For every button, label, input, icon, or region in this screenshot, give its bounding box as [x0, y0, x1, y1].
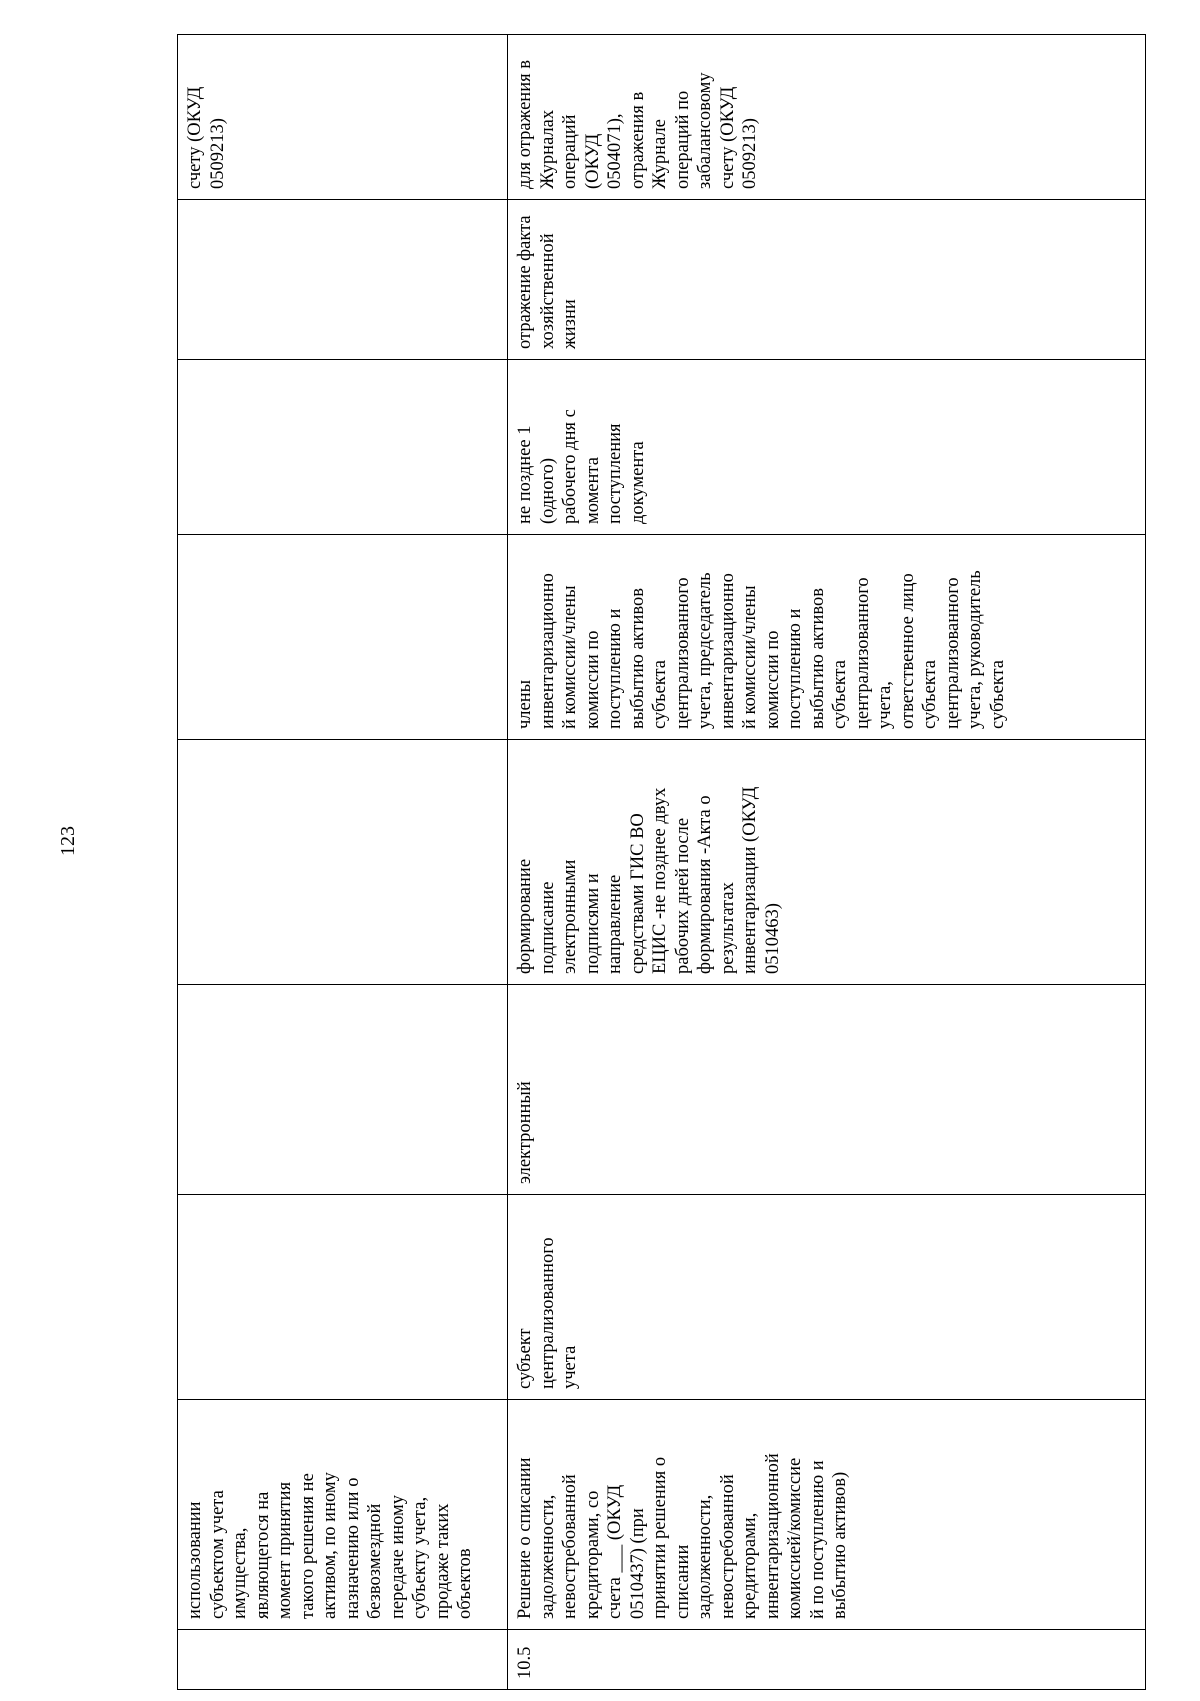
action-cell: формирование подписание электронными подписями и направление средствами ГИС ВО ЕЦИС -не позднее двух рабочих дней после формирования -Акта о результатах инвентаризации (ОКУД 0510463) [508, 740, 1146, 985]
row-number-cell [178, 1630, 508, 1690]
document-cell: Решение о списании задолженности, невостребованной кредиторами, со счета ___ (ОКУД 0510437) (при принятии решения о списании задолженности, невостребованной кредиторами, инвентаризационной комиссией/комиссие й по поступлению и выбытию активов) [508, 1400, 1146, 1630]
purpose-cell: отражение факта хозяйственной жизни [508, 200, 1146, 360]
table-row [508, 35, 1146, 1690]
term-cell [178, 360, 508, 535]
register-cell: для отражения в Журналах операций (ОКУД 0504071), отражения в Журнале операций по забалансовому счету (ОКУД 0509213) [508, 35, 1146, 200]
preparer-cell: субъект централизованного учета [508, 1195, 1146, 1400]
register-cell: счету (ОКУД 0509213) [178, 35, 508, 200]
purpose-cell [178, 200, 508, 360]
table-row [178, 35, 508, 1690]
row-number-cell: 10.5 [508, 1630, 1146, 1690]
format-cell: электронный [508, 985, 1146, 1195]
responsible-cell: члены инвентаризационно й комиссии/члены комиссии по поступлению и выбытию активов субъекта централизованного учета, председатель инвентаризационно й комиссии/члены комиссии по поступлению и выбытию активов субъекта централизованного учета, ответственное лицо субъекта централизованного учета, руководитель субъекта [508, 535, 1146, 740]
page-number: 123 [57, 826, 79, 856]
format-cell [178, 985, 508, 1195]
responsible-cell [178, 535, 508, 740]
document-table [177, 34, 1146, 1690]
document-cell: использовании субъектом учета имущества, являющегося на момент принятия такого решения не активом, по иному назначению или о безвозмездной передаче иному субъекту учета, продаже таких объектов [178, 1400, 508, 1630]
action-cell [178, 740, 508, 985]
term-cell: не позднее 1 (одного) рабочего дня с момента поступления документа [508, 360, 1146, 535]
rotated-table-container [177, 35, 1145, 1690]
preparer-cell [178, 1195, 508, 1400]
